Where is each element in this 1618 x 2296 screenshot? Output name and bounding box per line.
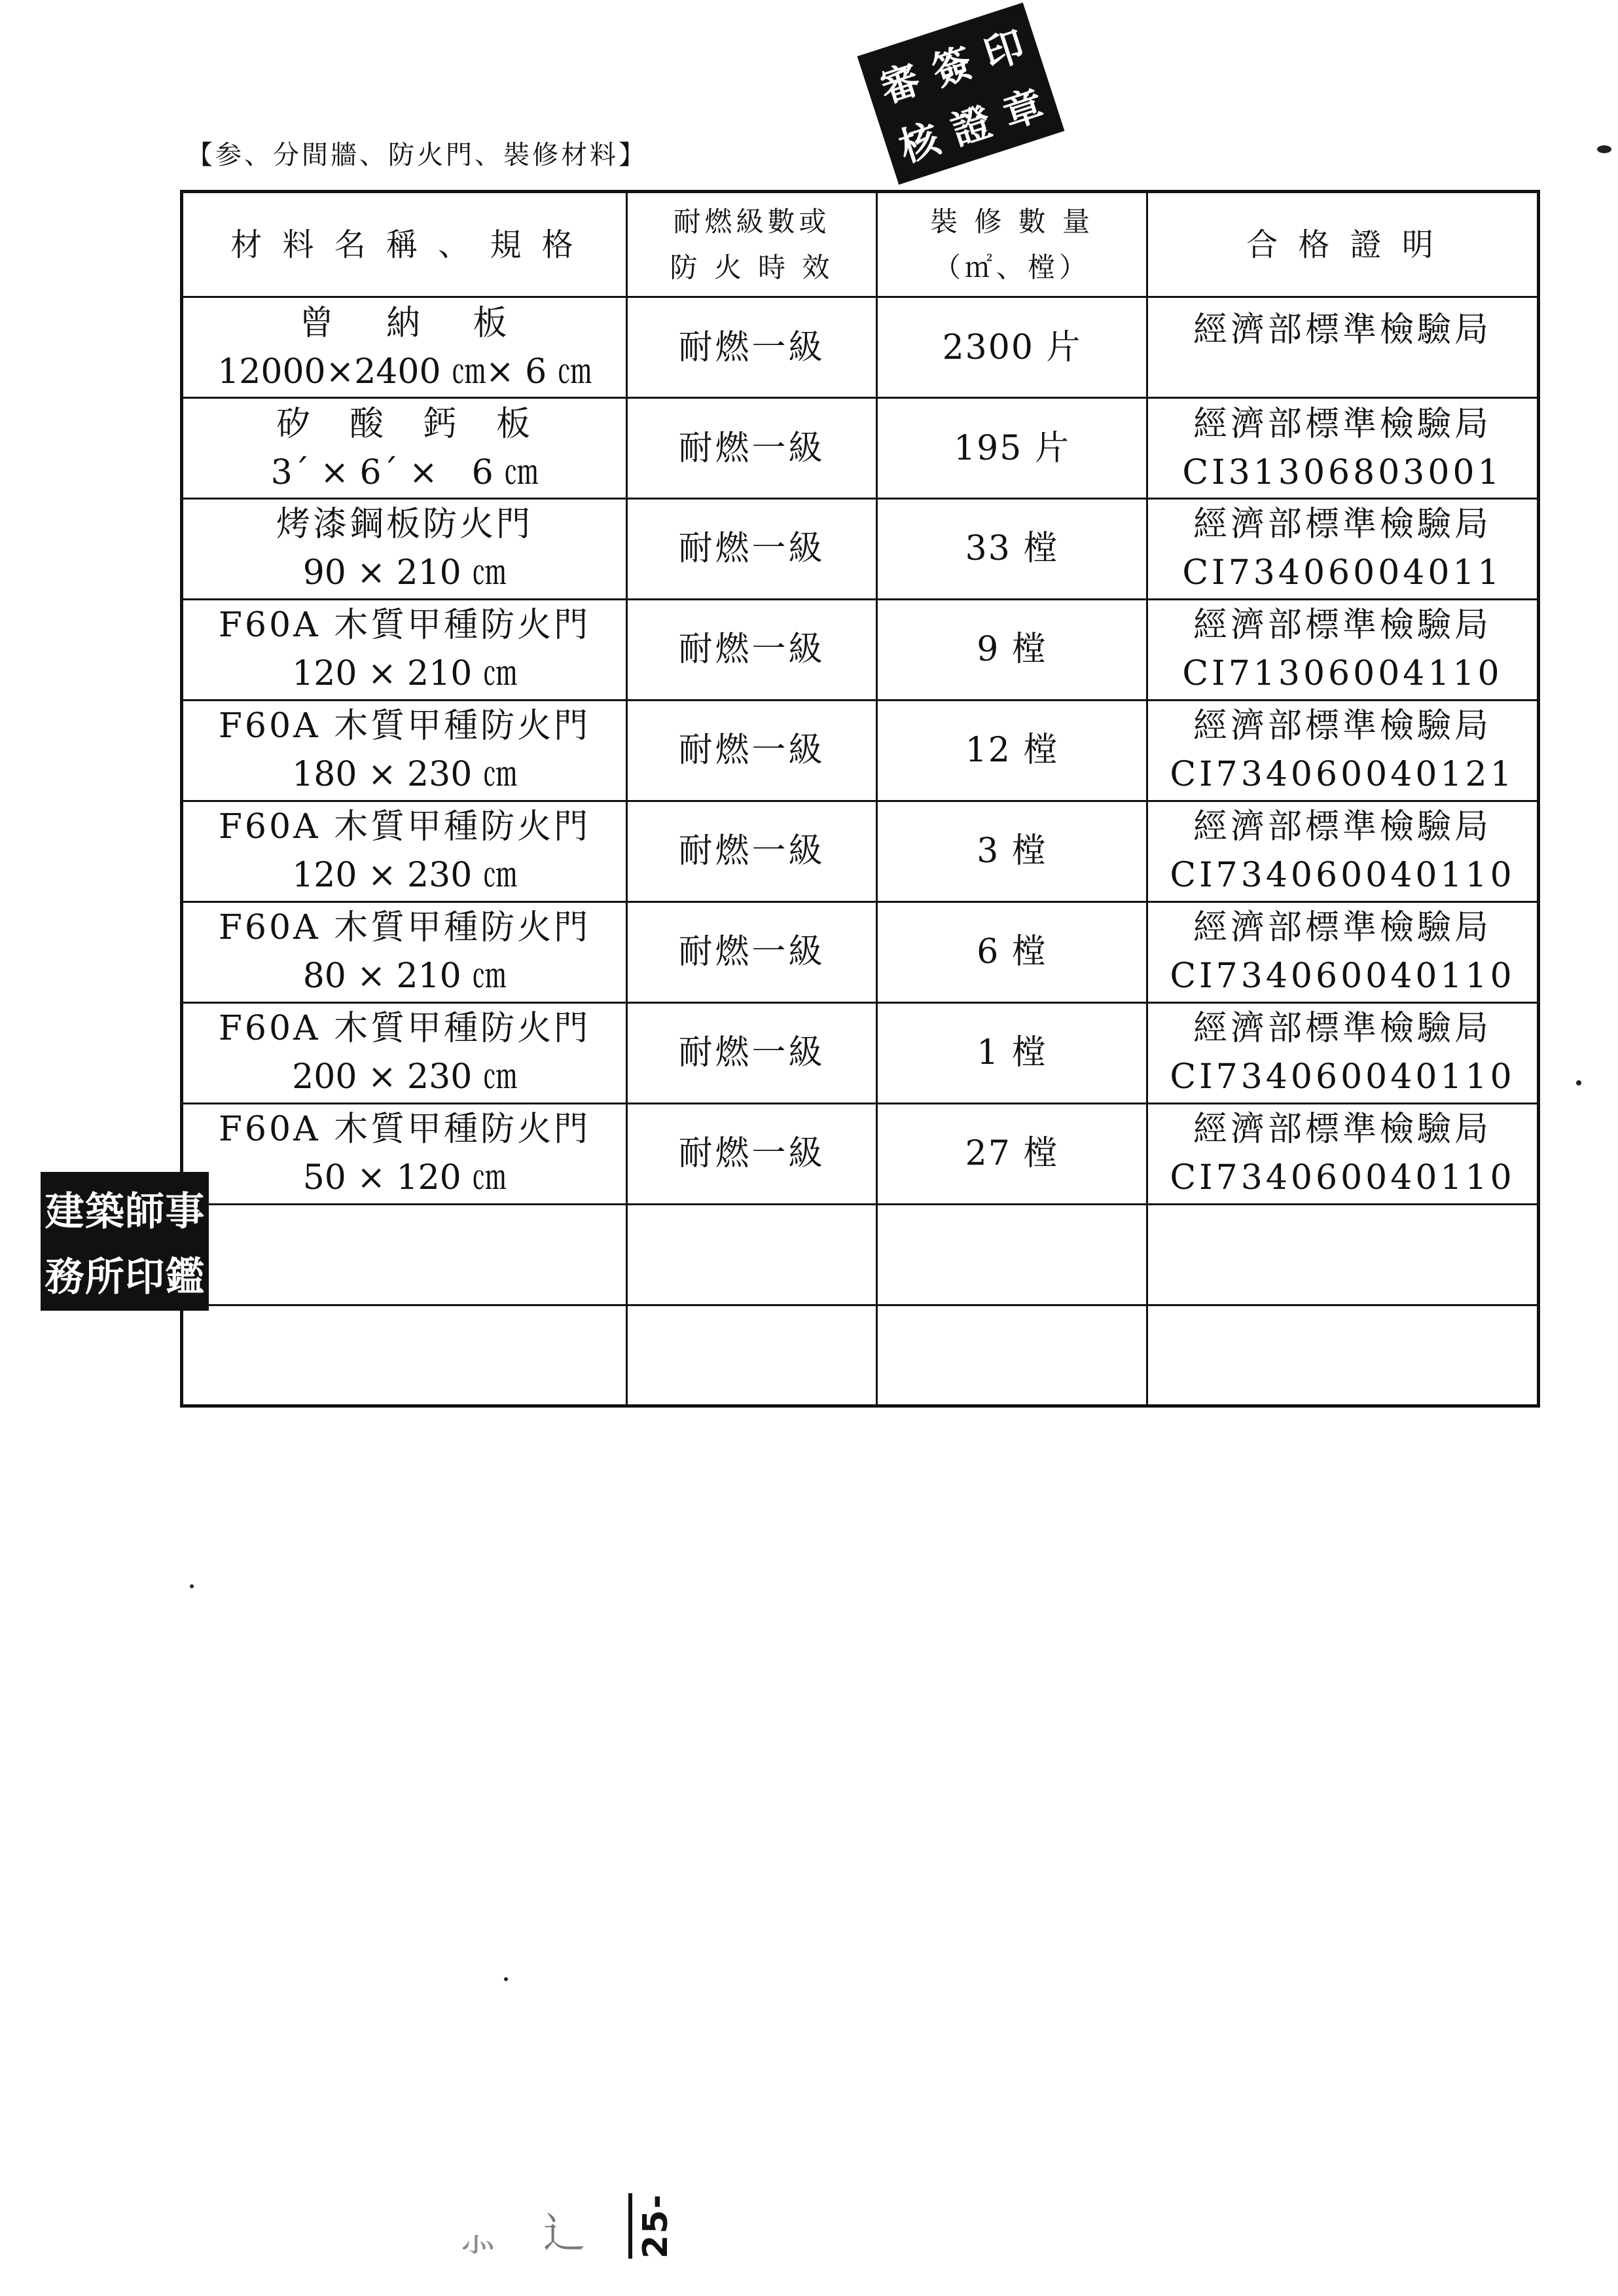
header-fire-rating: 耐燃級數或 防 火 時 效: [627, 192, 877, 297]
empty-table-row: [182, 1204, 1539, 1305]
scan-speck: [190, 1584, 194, 1588]
table-row: [182, 700, 1539, 801]
empty-cell: [877, 1204, 1147, 1305]
material-cell: F60A 木質甲種防火門 200 × 230 ㎝: [182, 1002, 627, 1103]
scan-speck: [1597, 145, 1611, 153]
faint-stamp-mark: ⻌: [543, 2210, 585, 2258]
material-cell: F60A 木質甲種防火門 120 × 230 ㎝: [182, 801, 627, 902]
header-material-name: 材 料 名 稱 、 規 格: [182, 192, 627, 297]
header-quantity: 裝 修 數 量 （㎡、樘）: [877, 192, 1147, 297]
certificate-cell: 經濟部標準檢驗局: [1147, 297, 1539, 398]
table-row: [182, 499, 1539, 600]
page-number: 25-: [628, 2193, 675, 2259]
quantity-cell: 3 樘: [877, 801, 1147, 902]
empty-cell: [1147, 1204, 1539, 1305]
quantity-cell: 1 樘: [877, 1002, 1147, 1103]
material-cell: F60A 木質甲種防火門 180 × 230 ㎝: [182, 700, 627, 801]
fire-rating-cell: 耐燃一級: [627, 902, 877, 1002]
material-cell: F60A 木質甲種防火門 50 × 120 ㎝: [182, 1103, 627, 1204]
certificate-cell: 經濟部標準檢驗局 CI734060040110: [1147, 801, 1539, 902]
table-row: [182, 1103, 1539, 1204]
certificate-cell: 經濟部標準檢驗局 CI734060040110: [1147, 902, 1539, 1002]
material-cell: 烤漆鋼板防火門 90 × 210 ㎝: [182, 499, 627, 600]
material-cell: F60A 木質甲種防火門 80 × 210 ㎝: [182, 902, 627, 1002]
fire-rating-cell: 耐燃一級: [627, 398, 877, 499]
quantity-cell: 2300 片: [877, 297, 1147, 398]
fire-rating-cell: 耐燃一級: [627, 801, 877, 902]
empty-cell: [1147, 1305, 1539, 1406]
scan-speck: [1576, 1080, 1581, 1085]
quantity-cell: 12 樘: [877, 700, 1147, 801]
fire-rating-cell: 耐燃一級: [627, 1103, 877, 1204]
material-cell: 曾 納 板 12000×2400 ㎝× 6 ㎝: [182, 297, 627, 398]
quantity-cell: 195 片: [877, 398, 1147, 499]
empty-cell: [627, 1204, 877, 1305]
certificate-cell: 經濟部標準檢驗局 CI734060040110: [1147, 1002, 1539, 1103]
scan-speck: [504, 1977, 508, 1981]
empty-cell: [627, 1305, 877, 1406]
fire-rating-cell: 耐燃一級: [627, 297, 877, 398]
empty-cell: [182, 1305, 627, 1406]
certificate-cell: 經濟部標準檢驗局 CI734060040110: [1147, 1103, 1539, 1204]
table-row: [182, 398, 1539, 499]
empty-cell: [877, 1305, 1147, 1406]
table-row: [182, 801, 1539, 902]
fire-rating-cell: 耐燃一級: [627, 1002, 877, 1103]
certificate-cell: 經濟部標準檢驗局 CI71306004110: [1147, 599, 1539, 700]
empty-cell: [182, 1204, 627, 1305]
table-row: [182, 297, 1539, 398]
table-header-row: [182, 192, 1539, 297]
certificate-cell: 經濟部標準檢驗局 CI734060040121: [1147, 700, 1539, 801]
quantity-cell: 9 樘: [877, 599, 1147, 700]
table-row: [182, 1002, 1539, 1103]
architect-seal-stamp: 建 築 師 事 務 所 印 鑑: [41, 1172, 209, 1311]
quantity-cell: 6 樘: [877, 902, 1147, 1002]
fire-rating-cell: 耐燃一級: [627, 599, 877, 700]
empty-table-row: [182, 1305, 1539, 1406]
fire-rating-cell: 耐燃一級: [627, 499, 877, 600]
section-title: 【参、分間牆、防火門、裝修材料】: [187, 140, 647, 170]
fire-rating-cell: 耐燃一級: [627, 700, 877, 801]
faint-stamp-mark: ⺗: [458, 2215, 497, 2261]
official-seal-stamp: 審 簽 印 核 證 章: [857, 3, 1065, 185]
table-row: [182, 902, 1539, 1002]
footer-marks: [419, 2180, 694, 2272]
materials-table: [180, 190, 1540, 1408]
certificate-cell: 經濟部標準檢驗局 CI31306803001: [1147, 398, 1539, 499]
material-cell: 矽 酸 鈣 板 3´ × 6´ × 6 ㎝: [182, 398, 627, 499]
quantity-cell: 27 樘: [877, 1103, 1147, 1204]
certificate-cell: 經濟部標準檢驗局 CI73406004011: [1147, 499, 1539, 600]
header-certificate: 合 格 證 明: [1147, 192, 1539, 297]
quantity-cell: 33 樘: [877, 499, 1147, 600]
material-cell: F60A 木質甲種防火門 120 × 210 ㎝: [182, 599, 627, 700]
table-row: [182, 599, 1539, 700]
